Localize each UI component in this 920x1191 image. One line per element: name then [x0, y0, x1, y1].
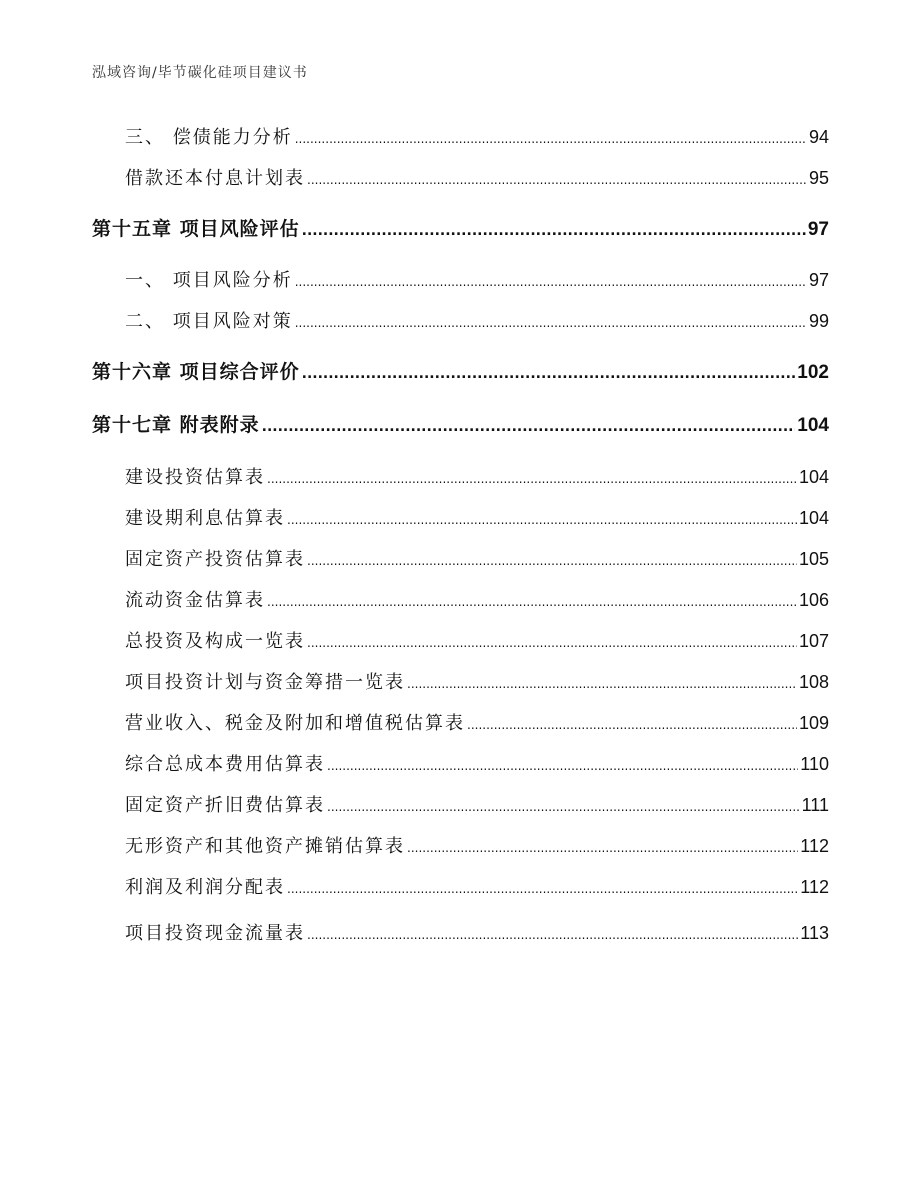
toc-entry-page: 95 [808, 168, 829, 188]
toc-entry-title: 第十六章 项目综合评价 [92, 361, 300, 383]
toc-entry-page: 99 [808, 311, 829, 331]
toc-entry-page: 108 [798, 672, 829, 692]
toc-entry-title: 项目投资现金流量表 [125, 923, 305, 944]
toc-entry-page: 104 [798, 467, 829, 487]
toc-chapter-entry[interactable] [92, 214, 829, 241]
toc-dot-leader [307, 173, 807, 187]
toc-entry[interactable] [125, 750, 829, 776]
toc-entry-title: 一、 项目风险分析 [125, 270, 293, 291]
toc-dot-leader [267, 472, 797, 486]
toc-dot-leader [407, 841, 798, 855]
toc-entry-page: 111 [801, 795, 829, 815]
toc-entry[interactable] [125, 832, 829, 858]
toc-entry[interactable] [125, 791, 829, 817]
toc-entry[interactable] [125, 586, 829, 612]
toc-entry-page: 107 [798, 631, 829, 651]
toc-entry-page: 104 [798, 508, 829, 528]
toc-entry-title: 建设期利息估算表 [125, 508, 285, 529]
toc-entry[interactable] [125, 123, 829, 149]
toc-entry-title: 营业收入、税金及附加和增值税估算表 [125, 713, 465, 734]
toc-entry-title: 利润及利润分配表 [125, 877, 285, 898]
page-header: 泓域咨询/毕节碳化硅项目建议书 [92, 65, 308, 81]
toc-dot-leader [262, 419, 796, 435]
toc-dot-leader [295, 275, 807, 289]
toc-entry-page: 97 [807, 219, 829, 240]
toc-dot-leader [327, 759, 798, 773]
toc-entry-page: 105 [798, 549, 829, 569]
toc-entry[interactable] [125, 627, 829, 653]
toc-dot-leader [327, 800, 800, 814]
toc-dot-leader [302, 223, 806, 239]
toc-entry-page: 94 [808, 127, 829, 147]
toc-dot-leader [467, 718, 797, 732]
toc-entry[interactable] [125, 307, 829, 333]
toc-entry-page: 112 [800, 877, 829, 897]
toc-dot-leader [267, 595, 797, 609]
toc-entry-title: 项目投资计划与资金筹措一览表 [125, 672, 405, 693]
toc-dot-leader [407, 677, 797, 691]
toc-entry-title: 第十五章 项目风险评估 [92, 218, 300, 240]
toc-entry-page: 106 [798, 590, 829, 610]
toc-entry-title: 固定资产投资估算表 [125, 549, 305, 570]
toc-entry-title: 总投资及构成一览表 [125, 631, 305, 652]
toc-entry-page: 97 [808, 270, 829, 290]
toc-entry[interactable] [125, 545, 829, 571]
toc-entry-title: 建设投资估算表 [125, 467, 265, 488]
toc-entry-page: 110 [800, 754, 829, 774]
toc-entry[interactable] [125, 919, 829, 945]
toc-dot-leader [302, 366, 796, 382]
toc-entry[interactable] [125, 463, 829, 489]
toc-entry-title: 第十七章 附表附录 [92, 414, 260, 436]
toc-entry-page: 102 [797, 362, 829, 383]
toc-entry-title: 无形资产和其他资产摊销估算表 [125, 836, 405, 857]
toc-entry-page: 113 [800, 923, 829, 943]
toc-entry[interactable] [125, 873, 829, 899]
toc-chapter-entry[interactable] [92, 357, 829, 384]
toc-entry-page: 109 [798, 713, 829, 733]
toc-entry-page: 112 [800, 836, 829, 856]
toc-dot-leader [295, 316, 807, 330]
toc-dot-leader [295, 132, 807, 146]
toc-entry[interactable] [125, 668, 829, 694]
toc-entry-title: 二、 项目风险对策 [125, 311, 293, 332]
toc-dot-leader [307, 636, 797, 650]
toc-entry-title: 综合总成本费用估算表 [125, 754, 325, 775]
toc-dot-leader [287, 513, 797, 527]
toc-entry[interactable] [125, 504, 829, 530]
toc-entry[interactable] [125, 266, 829, 292]
toc-entry-title: 借款还本付息计划表 [125, 168, 305, 189]
toc-dot-leader [307, 554, 797, 568]
toc-entry-title: 流动资金估算表 [125, 590, 265, 611]
toc-entry[interactable] [125, 164, 829, 190]
toc-dot-leader [307, 928, 798, 942]
toc-entry[interactable] [125, 709, 829, 735]
toc-chapter-entry[interactable] [92, 410, 829, 437]
toc-entry-title: 三、 偿债能力分析 [125, 127, 293, 148]
toc-entry-title: 固定资产折旧费估算表 [125, 795, 325, 816]
toc-entry-page: 104 [797, 415, 829, 436]
toc-dot-leader [287, 882, 798, 896]
